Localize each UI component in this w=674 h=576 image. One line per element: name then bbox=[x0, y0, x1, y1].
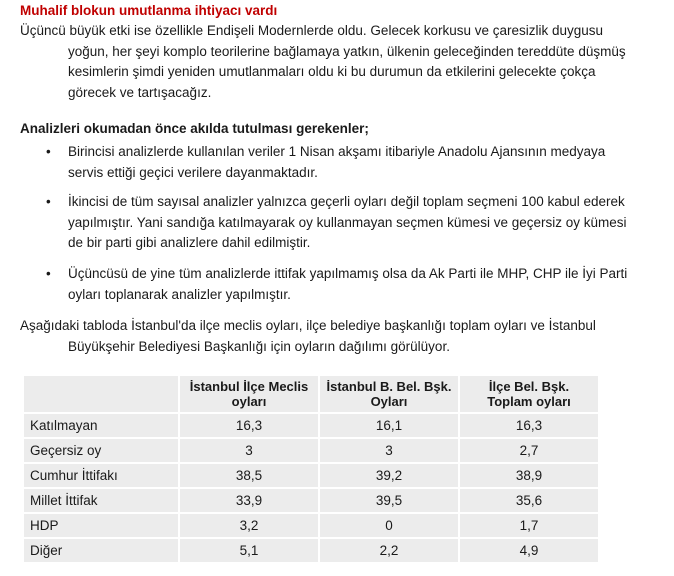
cell-value: 16,3 bbox=[180, 414, 318, 437]
cell-value: 3 bbox=[180, 439, 318, 462]
analysis-heading: Analizleri okumadan önce akılda tutulması gerekenler; bbox=[20, 121, 369, 136]
cell-value: 2,2 bbox=[320, 539, 458, 562]
table-intro-line: Aşağıdaki tabloda İstanbul'da ilçe meclis oyları, ilçe belediye başkanlığı toplam oyları ve İstanbul bbox=[20, 318, 596, 333]
bullet-line: servis ettiği geçici verilere dayanmaktadır. bbox=[68, 164, 318, 180]
row-label: Geçersiz oy bbox=[24, 439, 178, 462]
bullet-item bbox=[46, 192, 646, 254]
header-line: İstanbul B. Bel. Bşk. bbox=[326, 379, 452, 394]
cell-value: 39,5 bbox=[320, 489, 458, 512]
bullet-icon: • bbox=[46, 144, 51, 159]
bullet-line: de bir parti gibi analizlere dahil edilmiştir. bbox=[68, 235, 311, 250]
table-row bbox=[24, 414, 598, 437]
header-cell-district-mayor bbox=[460, 376, 598, 412]
cell-value: 2,7 bbox=[460, 439, 598, 462]
bullet-icon: • bbox=[46, 194, 51, 209]
bullet-line: oyları toplanarak analizler yapılmıştır. bbox=[68, 286, 291, 302]
header-line: İlçe Bel. Bşk. bbox=[488, 379, 570, 394]
table-row bbox=[24, 464, 598, 487]
table-row bbox=[24, 514, 598, 537]
cell-value: 3,2 bbox=[180, 514, 318, 537]
cell-value: 35,6 bbox=[460, 489, 598, 512]
row-label: Diğer bbox=[24, 539, 178, 562]
table-intro-line: Büyükşehir Belediyesi Başkanlığı için oyların dağılımı görülüyor. bbox=[68, 338, 450, 354]
header-line: İstanbul İlçe Meclis bbox=[189, 379, 309, 394]
section-heading: Muhalif blokun umutlanma ihtiyacı vardı bbox=[20, 3, 278, 18]
header-line: Toplam oyları bbox=[487, 394, 571, 409]
intro-line: kesimlerin şimdi yeniden umutlanmaları oldu ki bu durumun da etkilerini gelecekte çokça bbox=[68, 64, 596, 79]
header-line: Oyları bbox=[370, 394, 408, 409]
cell-value: 5,1 bbox=[180, 539, 318, 562]
row-label: HDP bbox=[24, 514, 178, 537]
header-cell-metropolitan-mayor bbox=[320, 376, 458, 412]
intro-line: görecek ve tartışacağız. bbox=[68, 84, 212, 100]
table-row bbox=[24, 539, 598, 562]
cell-value: 16,1 bbox=[320, 414, 458, 437]
bullet-line: Üçüncüsü de yine tüm analizlerde ittifak yapılmamış olsa da Ak Parti ile MHP, CHP ile İyi Parti bbox=[68, 266, 628, 281]
table-intro bbox=[20, 316, 640, 357]
bullet-line: Birincisi analizlerde kullanılan veriler 1 Nisan akşamı itibariyle Anadolu Ajansının medyaya bbox=[68, 144, 606, 159]
intro-line: yoğun, her şeyi komplo teorilerine bağlamaya yatkın, ülkenin geleceğinden tereddüte düşmüş bbox=[68, 43, 626, 59]
cell-value: 39,2 bbox=[320, 464, 458, 487]
header-cell-empty bbox=[24, 376, 178, 412]
cell-value: 16,3 bbox=[460, 414, 598, 437]
cell-value: 33,9 bbox=[180, 489, 318, 512]
table-row bbox=[24, 439, 598, 462]
cell-value: 3 bbox=[320, 439, 458, 462]
intro-line: Üçüncü büyük etki ise özellikle Endişeli Modernlerde oldu. Gelecek korkusu ve çaresizlik duygusu bbox=[20, 23, 604, 38]
cell-value: 1,7 bbox=[460, 514, 598, 537]
table-row bbox=[24, 489, 598, 512]
row-label: Cumhur İttifakı bbox=[24, 464, 178, 487]
row-label: Katılmayan bbox=[24, 414, 178, 437]
bullet-icon: • bbox=[46, 266, 51, 281]
intro-paragraph bbox=[20, 21, 640, 103]
bullet-line: İkincisi de tüm sayısal analizler yalnızca geçerli oyları değil toplam seçmeni 100 kabul ederek bbox=[68, 194, 625, 209]
header-cell-district-council bbox=[180, 376, 318, 412]
bullet-item bbox=[46, 142, 646, 183]
header-line: oyları bbox=[231, 394, 267, 409]
vote-distribution-table bbox=[22, 374, 600, 564]
cell-value: 4,9 bbox=[460, 539, 598, 562]
bullet-item bbox=[46, 264, 646, 305]
cell-value: 38,9 bbox=[460, 464, 598, 487]
table-header-row bbox=[24, 376, 598, 412]
bullet-line: yapılmıştır. Yani sandığa katılmayarak oy kullanmayan seçmen kümesi ve geçersiz oy kümesi bbox=[68, 214, 627, 230]
cell-value: 38,5 bbox=[180, 464, 318, 487]
row-label: Millet İttifak bbox=[24, 489, 178, 512]
cell-value: 0 bbox=[320, 514, 458, 537]
